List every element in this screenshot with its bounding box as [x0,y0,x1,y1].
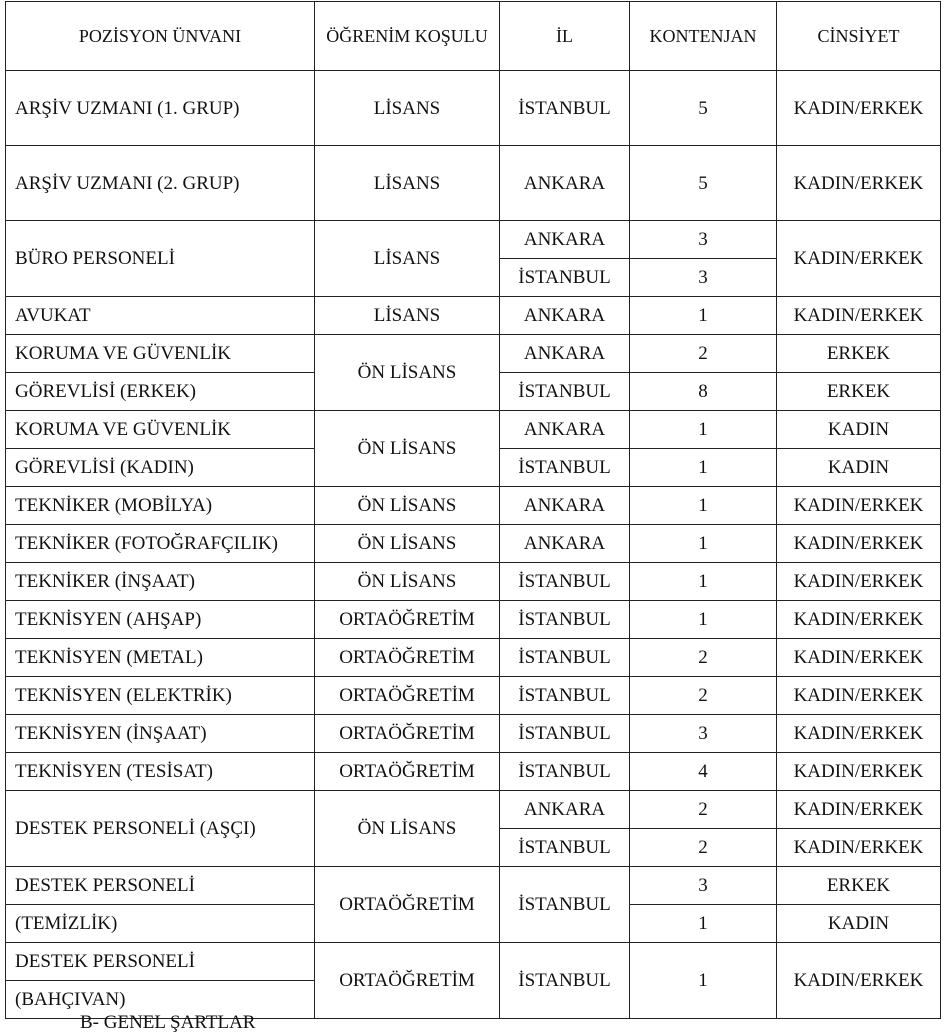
quota-cell: 2 [630,829,777,867]
table-row [6,71,941,146]
city-cell: İSTANBUL [500,829,630,867]
city-cell: İSTANBUL [500,677,630,715]
gender-cell: KADIN/ERKEK [777,71,941,146]
education-cell: ORTAÖĞRETİM [315,867,500,943]
header-gender: CİNSİYET [777,2,941,71]
position-cell: TEKNİSYEN (ELEKTRİK) [6,677,315,715]
city-cell: İSTANBUL [500,449,630,487]
header-row [6,2,941,71]
city-cell: İSTANBUL [500,943,630,1019]
position-cell: ARŞİV UZMANI (2. GRUP) [6,146,315,221]
position-cell: TEKNİSYEN (İNŞAAT) [6,715,315,753]
quota-cell: 1 [630,563,777,601]
quota-cell: 8 [630,373,777,411]
city-cell: ANKARA [500,335,630,373]
quota-cell: 5 [630,146,777,221]
gender-cell: KADIN/ERKEK [777,677,941,715]
education-cell: ÖN LİSANS [315,525,500,563]
position-cell-line2: GÖREVLİSİ (ERKEK) [6,373,315,411]
city-cell: İSTANBUL [500,753,630,791]
table-row [6,335,941,373]
table-row [6,563,941,601]
city-cell: İSTANBUL [500,373,630,411]
city-cell: ANKARA [500,791,630,829]
table-row [6,943,941,981]
gender-cell: KADIN/ERKEK [777,525,941,563]
position-cell: BÜRO PERSONELİ [6,221,315,297]
section-heading: B- GENEL ŞARTLAR [80,1012,256,1033]
position-cell: TEKNİKER (FOTOĞRAFÇILIK) [6,525,315,563]
quota-cell: 1 [630,905,777,943]
education-cell: ÖN LİSANS [315,563,500,601]
gender-cell: ERKEK [777,335,941,373]
table-row [6,601,941,639]
position-cell: TEKNİSYEN (METAL) [6,639,315,677]
city-cell: ANKARA [500,297,630,335]
table-row [6,221,941,259]
education-cell: ORTAÖĞRETİM [315,715,500,753]
education-cell: ORTAÖĞRETİM [315,943,500,1019]
gender-cell: KADIN/ERKEK [777,221,941,297]
gender-cell: KADIN [777,905,941,943]
education-cell: ORTAÖĞRETİM [315,677,500,715]
education-cell: LİSANS [315,297,500,335]
position-cell: DESTEK PERSONELİ [6,867,315,905]
city-cell: ANKARA [500,146,630,221]
table-row [6,791,941,829]
education-cell: LİSANS [315,221,500,297]
position-cell-line2: (TEMİZLİK) [6,905,315,943]
gender-cell: KADIN/ERKEK [777,297,941,335]
gender-cell: KADIN/ERKEK [777,487,941,525]
education-cell: ÖN LİSANS [315,335,500,411]
city-cell: ANKARA [500,411,630,449]
gender-cell: KADIN/ERKEK [777,639,941,677]
education-cell: LİSANS [315,71,500,146]
gender-cell: KADIN/ERKEK [777,791,941,829]
quota-cell: 1 [630,411,777,449]
position-cell: DESTEK PERSONELİ [6,943,315,981]
position-cell: DESTEK PERSONELİ (AŞÇI) [6,791,315,867]
header-quota: KONTENJAN [630,2,777,71]
table-row [6,297,941,335]
city-cell: İSTANBUL [500,867,630,943]
quota-cell: 2 [630,677,777,715]
quota-cell: 1 [630,449,777,487]
quota-cell: 1 [630,297,777,335]
quota-cell: 2 [630,791,777,829]
position-cell: KORUMA VE GÜVENLİK [6,335,315,373]
table-row [6,867,941,905]
position-cell: TEKNİKER (MOBİLYA) [6,487,315,525]
gender-cell: KADIN/ERKEK [777,563,941,601]
header-education: ÖĞRENİM KOŞULU [315,2,500,71]
quota-cell: 5 [630,71,777,146]
positions-table [5,1,941,1019]
gender-cell: ERKEK [777,867,941,905]
table-row [6,146,941,221]
city-cell: İSTANBUL [500,563,630,601]
gender-cell: ERKEK [777,373,941,411]
education-cell: ÖN LİSANS [315,411,500,487]
city-cell: ANKARA [500,525,630,563]
header-position: POZİSYON ÜNVANI [6,2,315,71]
table-row [6,753,941,791]
table-row [6,677,941,715]
gender-cell: KADIN/ERKEK [777,829,941,867]
quota-cell: 3 [630,221,777,259]
gender-cell: KADIN [777,411,941,449]
quota-cell: 1 [630,525,777,563]
gender-cell: KADIN [777,449,941,487]
table-row [6,639,941,677]
gender-cell: KADIN/ERKEK [777,753,941,791]
quota-cell: 2 [630,335,777,373]
education-cell: ORTAÖĞRETİM [315,753,500,791]
education-cell: ORTAÖĞRETİM [315,601,500,639]
education-cell: ORTAÖĞRETİM [315,639,500,677]
position-cell-line2: (BAHÇIVAN) [6,981,315,1019]
gender-cell: KADIN/ERKEK [777,715,941,753]
city-cell: İSTANBUL [500,601,630,639]
table-row [6,487,941,525]
city-cell: İSTANBUL [500,715,630,753]
position-cell: TEKNİSYEN (AHŞAP) [6,601,315,639]
quota-cell: 2 [630,639,777,677]
city-cell: İSTANBUL [500,639,630,677]
table-row [6,525,941,563]
quota-cell: 3 [630,715,777,753]
quota-cell: 1 [630,487,777,525]
quota-cell: 1 [630,601,777,639]
position-cell: ARŞİV UZMANI (1. GRUP) [6,71,315,146]
table-row [6,715,941,753]
table-row [6,411,941,449]
quota-cell: 1 [630,943,777,1019]
education-cell: ÖN LİSANS [315,791,500,867]
gender-cell: KADIN/ERKEK [777,601,941,639]
city-cell: ANKARA [500,221,630,259]
position-cell: AVUKAT [6,297,315,335]
position-cell: KORUMA VE GÜVENLİK [6,411,315,449]
quota-cell: 3 [630,259,777,297]
education-cell: LİSANS [315,146,500,221]
city-cell: İSTANBUL [500,259,630,297]
gender-cell: KADIN/ERKEK [777,943,941,1019]
position-cell: TEKNİKER (İNŞAAT) [6,563,315,601]
position-cell: TEKNİSYEN (TESİSAT) [6,753,315,791]
city-cell: ANKARA [500,487,630,525]
quota-cell: 3 [630,867,777,905]
position-cell-line2: GÖREVLİSİ (KADIN) [6,449,315,487]
quota-cell: 4 [630,753,777,791]
education-cell: ÖN LİSANS [315,487,500,525]
header-city: İL [500,2,630,71]
gender-cell: KADIN/ERKEK [777,146,941,221]
city-cell: İSTANBUL [500,71,630,146]
